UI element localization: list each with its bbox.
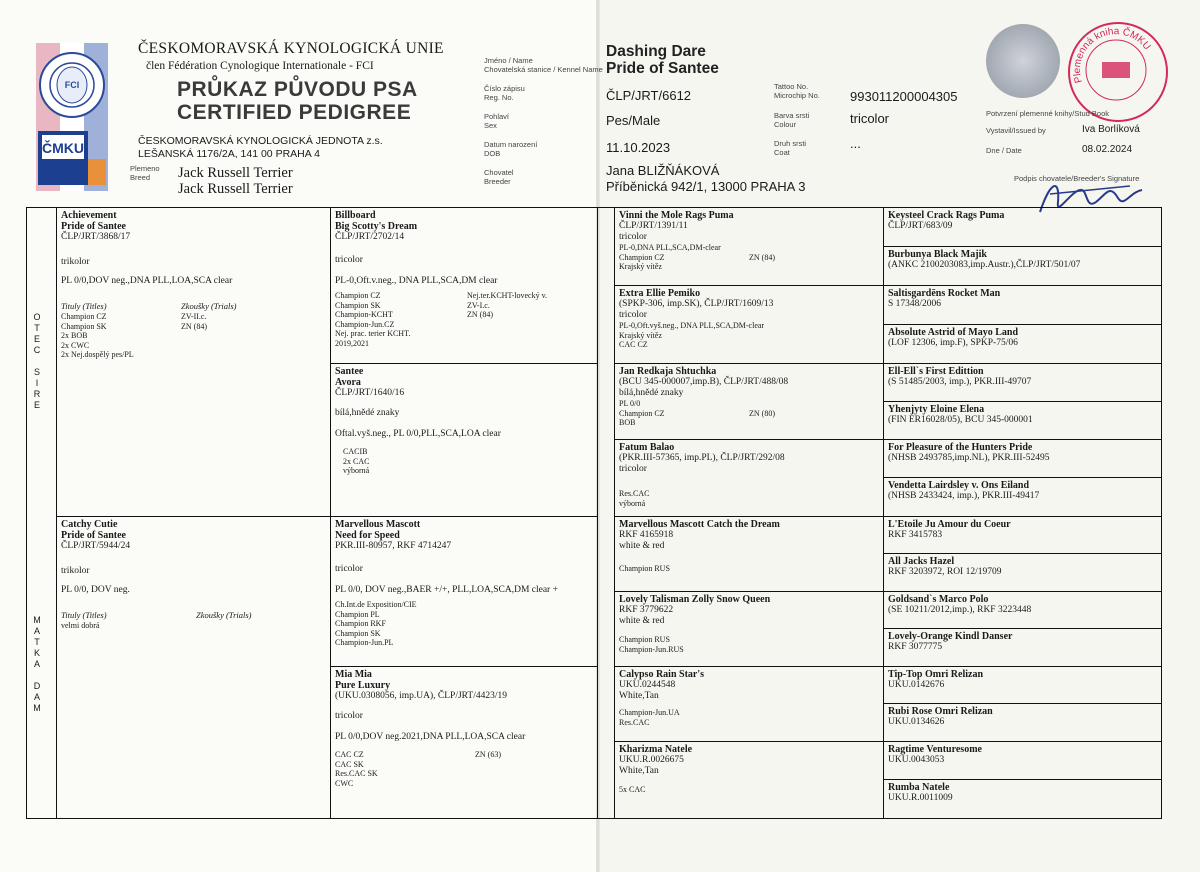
gen4-reg: (LOF 12306, imp.F), SPKP-75/06 [888, 338, 1018, 348]
dd-health: PL 0/0,DOV neg.2021,DNA PLL,LOA,SCA clear [335, 732, 526, 742]
gen3-health: PL-0,Oft.vyš.neg., DNA PLL,SCA,DM-clear [619, 321, 765, 330]
breeder-address: Příběnická 942/1, 13000 PRAHA 3 [606, 179, 806, 194]
sire-health: PL 0/0,DOV neg.,DNA PLL,LOA,SCA clear [61, 276, 233, 286]
gen3-colour: tricolor [619, 232, 647, 242]
ds-colour: tricolor [335, 564, 363, 574]
gen3-reg: UKU.0244548 [619, 680, 676, 690]
gen3-reg: (SPKP-306, imp.SK), ČLP/JRT/1609/13 [619, 299, 774, 309]
gen3-name: Extra Ellie Pemiko [619, 288, 701, 299]
gen4-reg: (ANKC 2100203083,imp.Austr.),ČLP/JRT/501/07 [888, 260, 1081, 270]
sire-trials-label: Zkoušky (Trials) [181, 301, 237, 311]
gen3-colour: White,Tan [619, 766, 659, 776]
dam-title: velmi dobrá [61, 621, 100, 630]
gen4-reg: (NHSB 2433424, imp.), PKR.III-49417 [888, 491, 1040, 501]
gen3-title: 5x CAC [619, 785, 646, 794]
dam-reg: ČLP/JRT/5944/24 [61, 541, 131, 551]
sd-health: Oftal.vyš.neg., PL 0/0,PLL,SCA,LOA clear [335, 429, 501, 439]
gen4-reg: UKU.R.0011009 [888, 793, 953, 803]
sd-reg: ČLP/JRT/1640/16 [335, 388, 405, 398]
gen3-reg: (PKR.III-57365, imp.PL), ČLP/JRT/292/08 [619, 453, 785, 463]
gen3-name: Lovely Talisman Zolly Snow Queen [619, 594, 771, 605]
dd-reg: (UKU.0308056, imp.UA), ČLP/JRT/4423/19 [335, 691, 508, 701]
name-label: Jméno / Name [484, 56, 533, 65]
gen3-name: Vinni the Mole Rags Puma [619, 210, 734, 221]
sire-name1: Achievement [61, 210, 117, 221]
gen4-reg: S 17348/2006 [888, 299, 942, 309]
stud-book-stamp [1068, 22, 1168, 122]
gen4-cell [883, 628, 1162, 667]
sex-label: Pohlaví Sex [484, 112, 510, 130]
hologram-seal [986, 24, 1060, 98]
ss-title: Nej. prac. terier KCHT. [335, 329, 411, 338]
sire-title: 2x Nej.dospělý pes/PL [61, 350, 134, 359]
kennel-label: Chovatelská stanice / Kennel Name [484, 65, 603, 74]
date-label: Dne / Date [986, 146, 1022, 155]
gen4-name: L'Etoile Ju Amour du Coeur [888, 519, 1011, 530]
ds-health: PL 0/0, DOV neg.,BAER +/+, PLL,LOA,SCA,DM clear + [335, 585, 558, 595]
gen4-cell [883, 779, 1162, 819]
breed-en: Jack Russell Terrier [178, 181, 293, 197]
gen4-cell [883, 207, 1162, 247]
dam-dam-cell [330, 666, 598, 819]
gen3-health: PL 0/0 [619, 399, 641, 408]
gen4-name: Keysteel Crack Rags Puma [888, 210, 1005, 221]
gen3-reg: (BCU 345-000007,imp.B), ČLP/JRT/488/08 [619, 377, 789, 387]
ss-title: Champion-Jun.CZ [335, 319, 395, 329]
gen4-cell [883, 285, 1162, 325]
gen3-cell [614, 741, 884, 819]
dog-sex: Pes/Male [606, 113, 661, 128]
gen4-name: Rumba Natele [888, 782, 950, 793]
gen3-title: BOB [619, 418, 636, 427]
ds-name2: Need for Speed [335, 530, 400, 541]
dog-reg-no: ČLP/JRT/6612 [606, 88, 692, 103]
ds-title: Champion-Jun.PL [335, 638, 394, 647]
sire-trial: ZV-II.c. [181, 312, 207, 321]
ds-title: Ch.Int.de Exposition/CIE [335, 600, 417, 609]
sire-cell [56, 207, 331, 517]
gen4-name: Lovely-Orange Kindl Danser [888, 631, 1013, 642]
sire-trial: ZN (84) [181, 321, 207, 331]
gen3-health: PL-0,DNA PLL,SCA,DM-clear [619, 243, 721, 252]
ds-title: Champion PL [335, 609, 380, 619]
fci-cmku-logo [36, 43, 108, 191]
dam-trials-label: Zkoušky (Trials) [196, 610, 252, 620]
gen4-name: Tip-Top Omri Relizan [888, 669, 984, 680]
dam-colour: trikolor [61, 566, 90, 576]
ss-title: Champion-KCHT [335, 310, 393, 319]
gen3-name: Fatum Balao [619, 442, 675, 453]
gen4-reg: (S 51485/2003, imp.), PKR.III-49707 [888, 377, 1032, 387]
dam-health: PL 0/0, DOV neg. [61, 585, 130, 595]
gen3-cell [614, 591, 884, 667]
dd-name1: Mia Mia [335, 669, 372, 680]
gen3-extra: ZN (84) [749, 252, 775, 262]
fci-member-text: člen Fédération Cynologique Internationale - FCI [146, 60, 374, 72]
ss-colour: tricolor [335, 255, 363, 265]
gen4-name: Rubi Rose Omri Relizan [888, 706, 993, 717]
gen3-title: Champion RUS [619, 635, 670, 644]
dog-name: Dashing Dare [606, 43, 706, 60]
gen3-cell [614, 207, 884, 286]
gen4-cell [883, 703, 1162, 742]
ds-reg: PKR.III-80957, RKF 4714247 [335, 541, 452, 551]
dd-name2: Pure Luxury [335, 680, 391, 691]
gen4-name: Vendetta Lairdsley v. Ons Eiland [888, 480, 1030, 491]
dog-dob: 11.10.2023 [606, 140, 671, 155]
gen3-extra: ZN (80) [749, 408, 775, 418]
issued-by-value: Iva Borlíková [1082, 124, 1140, 135]
issue-date: 08.02.2024 [1082, 144, 1133, 155]
gen4-name: Ragtime Venturesome [888, 744, 982, 755]
breed-cz: Jack Russell Terrier [178, 165, 293, 181]
ss-title: Champion SK [335, 300, 381, 310]
gen4-reg: ČLP/JRT/683/09 [888, 221, 953, 231]
dd-colour: tricolor [335, 711, 363, 721]
dd-extra: ZN (63) [475, 750, 501, 759]
gen4-cell [883, 363, 1162, 402]
issued-by-label: Vystavil/Issued by [986, 126, 1046, 135]
gen4-name: Goldsand`s Marco Polo [888, 594, 989, 605]
gen4-cell [883, 553, 1162, 592]
dd-title: Res.CAC SK [335, 769, 378, 778]
sire-titles-label: Tituly (Titles) [61, 301, 107, 311]
gen4-reg: RKF 3415783 [888, 530, 943, 540]
gen4-name: Saltisgardēns Rocket Man [888, 288, 1001, 299]
sire-name2: Pride of Santee [61, 221, 126, 232]
dam-name1: Catchy Cutie [61, 519, 118, 530]
stud-book-label: Potvrzení plemenné knihy/Stud Book [986, 109, 1109, 118]
stamp-text: Plemenná kniha ČMKU [1071, 26, 1153, 85]
gen4-cell [883, 666, 1162, 704]
gen3-cell [614, 363, 884, 440]
gen4-reg: UKU.0043053 [888, 755, 945, 765]
sire-reg: ČLP/JRT/3868/17 [61, 232, 131, 242]
ss-extra: Nej.ter.KCHT-lovecký v. [467, 291, 548, 300]
gen3-title: Res.CAC [619, 717, 650, 727]
gen4-reg: UKU.0142676 [888, 680, 945, 690]
gen3-cell [614, 285, 884, 364]
gen3-title: Champion CZ [619, 408, 665, 418]
gen3-cell [614, 439, 884, 517]
title-cz: PRŮKAZ PŮVODU PSA [177, 78, 418, 101]
gen3-name: Kharizma Natele [619, 744, 693, 755]
gen3-title: výborná [619, 498, 646, 508]
dog-kennel: Pride of Santee [606, 60, 719, 77]
gen4-cell [883, 516, 1162, 554]
signature-label: Podpis chovatele/Breeder's Signature [1014, 174, 1140, 183]
dob-label: Datum narození DOB [484, 140, 538, 158]
sire-side-label: O T E C S I R E [33, 312, 41, 410]
sd-name1: Santee [335, 366, 364, 377]
dd-title: CWC [335, 778, 354, 788]
gen4-cell [883, 591, 1162, 629]
sd-title: výborná [343, 466, 370, 475]
dog-coat: ... [850, 136, 861, 151]
gen4-name: All Jacks Hazel [888, 556, 955, 567]
sd-title: 2x CAC [343, 456, 370, 466]
dam-name2: Pride of Santee [61, 530, 126, 541]
ss-title: Champion CZ [335, 291, 381, 300]
ss-extra: ZV-I.c. [467, 300, 490, 310]
gen3-title: Res.CAC [619, 489, 650, 498]
gen4-reg: UKU.0134626 [888, 717, 945, 727]
gen3-colour: white & red [619, 541, 665, 551]
gen3-colour: tricolor [619, 464, 647, 474]
dam-titles-label: Tituly (Titles) [61, 610, 107, 620]
breeder-name: Jana BLIŽŇÁKOVÁ [606, 163, 720, 178]
microchip-no: 993011200004305 [850, 89, 958, 104]
gen3-title: Champion RUS [619, 564, 670, 573]
gen4-cell [883, 439, 1162, 478]
gen4-cell [883, 477, 1162, 517]
gen3-name: Marvellous Mascott Catch the Dream [619, 519, 780, 530]
gen3-title: Krajský vítěz [619, 330, 662, 340]
gen4-reg: RKF 3203972, ROI 12/19709 [888, 567, 1002, 577]
reg-label: Číslo zápisu Reg. No. [484, 84, 525, 102]
gen3-title: Champion-Jun.RUS [619, 644, 684, 654]
dam-sire-cell [330, 516, 598, 667]
ss-reg: ČLP/JRT/2702/14 [335, 232, 405, 242]
gen4-reg: RKF 3077775 [888, 642, 943, 652]
sire-title: Champion CZ [61, 312, 107, 321]
club-address: LEŠANSKÁ 1176/2A, 141 00 PRAHA 4 [138, 148, 320, 160]
org-name: ČESKOMORAVSKÁ KYNOLOGICKÁ UNIE [138, 40, 444, 57]
ss-name1: Billboard [335, 210, 376, 221]
sire-title: 2x BOB [61, 331, 88, 340]
gen3-colour: White,Tan [619, 691, 659, 701]
gen4-reg: (FIN ER16028/05), BCU 345-000001 [888, 415, 1033, 425]
tattoo-label: Tattoo No. Microchip No. [774, 82, 820, 100]
gen3-reg: RKF 3779622 [619, 605, 674, 615]
gen3-title: Champion-Jun.UA [619, 708, 680, 717]
gen4-reg: (NHSB 2493785,imp.NL), PKR.III-52495 [888, 453, 1050, 463]
gen3-reg: ČLP/JRT/1391/11 [619, 221, 688, 231]
sire-title: 2x CWC [61, 340, 90, 350]
gen3-name: Jan Redkaja Shtuchka [619, 366, 717, 377]
gen3-colour: white & red [619, 616, 665, 626]
sd-title: CACIB [343, 447, 368, 456]
gen4-name: For Pleasure of the Hunters Pride [888, 442, 1033, 453]
ds-title: Champion RKF [335, 619, 386, 628]
sire-title: Champion SK [61, 321, 107, 331]
sire-colour: trikolor [61, 257, 90, 267]
gen4-cell [883, 741, 1162, 780]
title-en: CERTIFIED PEDIGREE [177, 101, 412, 124]
dam-side-label: M A T K A D A M [33, 615, 41, 713]
ds-title: Champion SK [335, 628, 381, 638]
sd-colour: bílá,hnědé znaky [335, 408, 400, 418]
colour-label: Barva srsti Colour [774, 111, 810, 129]
dog-colour: tricolor [850, 111, 890, 126]
gen3-name: Calypso Rain Star's [619, 669, 705, 680]
gen3-cell [614, 666, 884, 742]
logo-cmku-text: ČMKU [42, 140, 84, 156]
gen4-cell [883, 246, 1162, 286]
dam-cell [56, 516, 331, 819]
ss-extra: ZN (84) [467, 310, 493, 319]
gen4-cell [883, 324, 1162, 364]
gen3-colour: tricolor [619, 310, 647, 320]
gen3-title: CAC CZ [619, 340, 648, 349]
gen4-name: Absolute Astrid of Mayo Land [888, 327, 1019, 338]
ss-name2: Big Scotty's Dream [335, 221, 418, 232]
gen4-name: Yhenjyty Eloine Elena [888, 404, 985, 415]
breeder-label: Chovatel Breeder [484, 168, 514, 186]
gen3-reg: UKU.R.0026675 [619, 755, 684, 765]
club-name: ČESKOMORAVSKÁ KYNOLOGICKÁ JEDNOTA z.s. [138, 135, 383, 147]
sire-sire-cell [330, 207, 598, 364]
gen3-title: Champion CZ [619, 252, 665, 262]
ds-name1: Marvellous Mascott [335, 519, 421, 530]
logo-fci-text: FCI [64, 80, 80, 90]
gen4-cell [883, 401, 1162, 440]
breed-label: Plemeno Breed [130, 164, 160, 182]
dd-title: CAC CZ [335, 750, 364, 759]
coat-label: Druh srsti Coat [774, 139, 807, 157]
gen4-name: Burbunya Black Majik [888, 249, 987, 260]
gen3-reg: RKF 4165918 [619, 530, 674, 540]
ss-health: PL-0,Oft.v.neg., DNA PLL,SCA,DM clear [335, 276, 498, 286]
gen4-reg: (SE 10211/2012,imp.), RKF 3223448 [888, 605, 1032, 615]
gen3-cell [614, 516, 884, 592]
dd-title: CAC SK [335, 759, 364, 769]
sire-dam-cell [330, 363, 598, 517]
gen3-title: Krajský vítěz [619, 262, 662, 271]
sd-name2: Avora [335, 377, 361, 388]
gen3-colour: bílá,hnědé znaky [619, 388, 684, 398]
gen4-name: Ell-Ell`s First Edittion [888, 366, 984, 377]
ss-title: 2019,2021 [335, 338, 369, 348]
